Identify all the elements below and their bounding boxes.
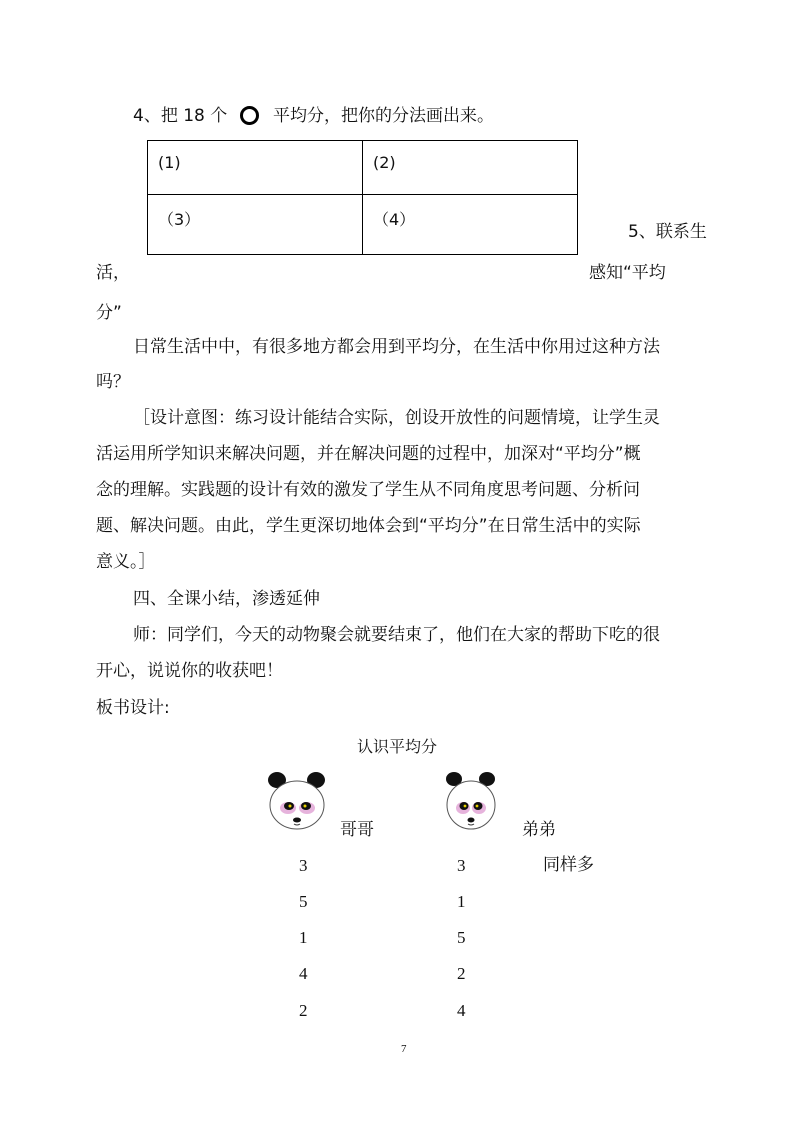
- q5-part1: 5、联系生: [628, 222, 707, 242]
- q4-prefix: 4、把 18 个: [133, 106, 228, 126]
- q5-part3: 感知“平均: [589, 263, 666, 283]
- same-amount-label: 同样多: [543, 855, 594, 875]
- teacher-line2: 开心，说说你的收获吧！: [96, 661, 283, 681]
- design-intent-line4: 题、解决问题。由此，学生更深切地体会到“平均分”在日常生活中的实际: [96, 516, 641, 536]
- board-design-label: 板书设计:: [96, 698, 170, 718]
- section4-title: 四、全课小结，渗透延伸: [133, 589, 320, 609]
- right-value-1: 3: [457, 856, 466, 875]
- grid-cell-3: （3）: [148, 194, 363, 254]
- right-value-4: 2: [457, 964, 466, 983]
- right-value-3: 5: [457, 928, 466, 947]
- right-value-5: 4: [457, 1001, 466, 1020]
- drawing-grid: [147, 140, 578, 255]
- right-value-2: 1: [457, 892, 466, 911]
- hollow-circle-icon: [240, 106, 259, 125]
- grid-cell-4: （4）: [363, 194, 578, 254]
- panda-icon-left: [264, 770, 330, 832]
- left-value-3: 1: [299, 928, 308, 947]
- design-intent-line2: 活运用所学知识来解决问题，并在解决问题的过程中，加深对“平均分”概: [96, 444, 641, 464]
- panda-icon-right: [443, 770, 499, 832]
- para1-line2: 吗？: [96, 372, 130, 392]
- q5-part2: 活，: [96, 263, 130, 283]
- q4-suffix: 平均分，把你的分法画出来。: [273, 106, 494, 126]
- design-intent-line3: 念的理解。实践题的设计有效的激发了学生从不同角度思考问题、分析问: [96, 480, 640, 500]
- left-value-4: 4: [299, 964, 308, 983]
- design-intent-line5: 意义。］: [96, 552, 156, 572]
- board-right-name: 弟弟: [522, 820, 556, 840]
- board-left-name: 哥哥: [340, 820, 374, 840]
- q5-part4: 分”: [96, 303, 122, 323]
- page-number: 7: [401, 1043, 407, 1055]
- left-value-1: 3: [299, 856, 308, 875]
- board-title: 认识平均分: [357, 737, 438, 756]
- design-intent-line1: ［设计意图：练习设计能结合实际，创设开放性的问题情境，让学生灵: [133, 408, 660, 428]
- grid-cell-2: (2): [363, 141, 578, 195]
- left-value-5: 2: [299, 1001, 308, 1020]
- para1-line1: 日常生活中中，有很多地方都会用到平均分，在生活中你用过这种方法: [133, 337, 660, 357]
- left-value-2: 5: [299, 892, 308, 911]
- grid-cell-1: (1): [148, 141, 363, 195]
- teacher-line1: 师：同学们，今天的动物聚会就要结束了，他们在大家的帮助下吃的很: [133, 625, 660, 645]
